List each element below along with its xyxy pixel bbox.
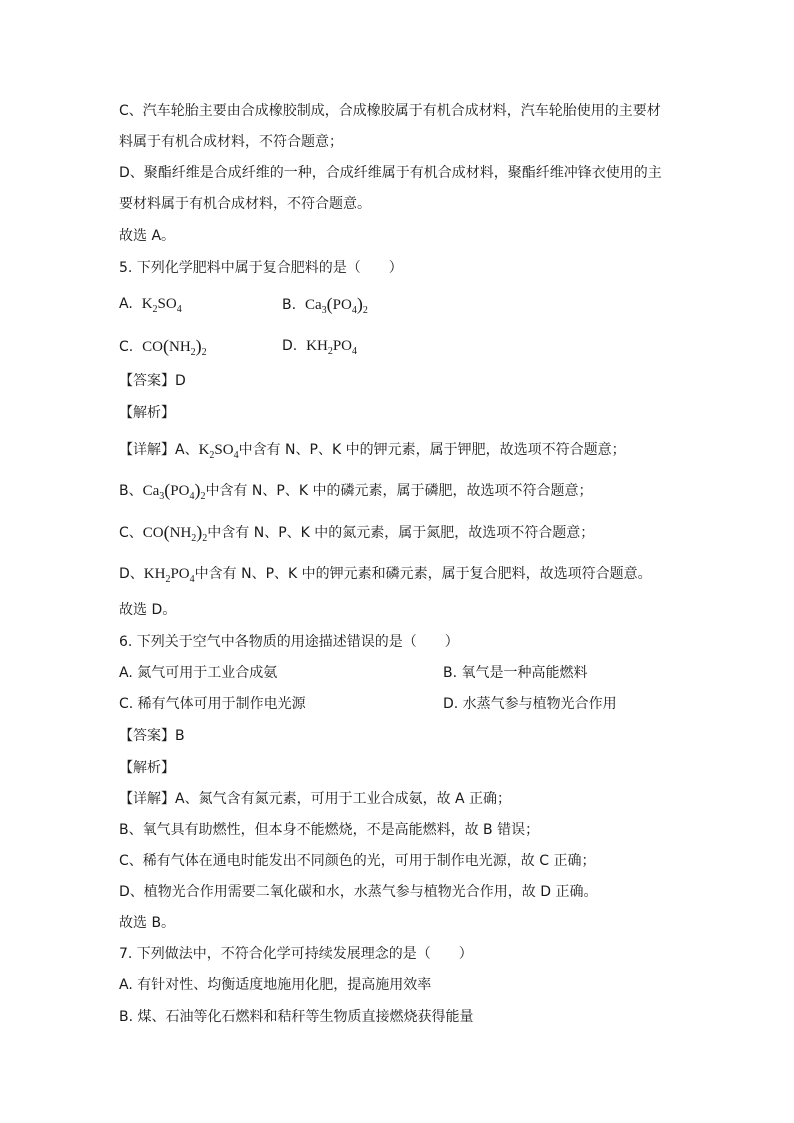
q5-detail-d: D、$KH_2PO_4$中含有 N、P、K 中的钾元素和磷元素，属于复合肥料，故选项符合题意。 — [119, 566, 652, 585]
q6-option-a: A. 氮气可用于工业合成氨 — [119, 665, 278, 681]
prev-option-c-line2: 料属于有机合成材料，不符合题意； — [119, 134, 343, 150]
q5-detail-b: B、$Ca_3(PO_4)_2$中含有 N、P、K 中的磷元素，属于磷肥，故选项不符合题意； — [119, 480, 593, 502]
formula-ca3po42: $Ca_3(PO_4)_2$ — [304, 294, 368, 316]
prev-option-d-line1: D、聚酯纤维是合成纤维的一种，合成纤维属于有机合成材料，聚酯纤维冲锋衣使用的主 — [119, 165, 662, 181]
q6-answer: 【答案】B — [119, 728, 185, 744]
q6-option-b: B. 氧气是一种高能燃料 — [443, 665, 588, 681]
q6-detail-a: 【详解】A、氮气含有氮元素，可用于工业合成氨，故 A 正确； — [119, 791, 512, 807]
q6-stem: 6. 下列关于空气中各物质的用途描述错误的是（ ） — [119, 634, 459, 650]
formula-kh2po4: $KH_2PO_4$ — [306, 338, 357, 357]
prev-option-d-line2: 要材料属于有机合成材料，不符合题意。 — [119, 196, 371, 212]
q5-conclusion: 故选 D。 — [119, 602, 177, 618]
q6-detail-c: C、稀有气体在通电时能发出不同颜色的光，可用于制作电光源，故 C 正确； — [119, 853, 596, 869]
q5-stem: 5. 下列化学肥料中属于复合肥料的是（ ） — [119, 260, 403, 276]
q6-option-c: C. 稀有气体可用于制作电光源 — [119, 696, 306, 712]
q5-analysis-label: 【解析】 — [119, 405, 175, 421]
q6-detail-b: B、氧气具有助燃性，但本身不能燃烧，不是高能燃料，故 B 错误； — [119, 822, 540, 838]
prev-conclusion: 故选 A。 — [119, 228, 176, 244]
q5-answer: 【答案】D — [119, 373, 186, 389]
q7-stem: 7. 下列做法中，不符合化学可持续发展理念的是（ ） — [119, 946, 473, 962]
formula-conh22: $CO(NH_2)_2$ — [142, 336, 207, 358]
q5-detail-c: C、$CO(NH_2)_2$中含有 N、P、K 中的氮元素，属于氮肥，故选项不符合题意； — [119, 522, 595, 544]
q6-option-d: D. 水蒸气参与植物光合作用 — [443, 696, 617, 712]
q6-analysis-label: 【解析】 — [119, 760, 175, 776]
q5-option-d: D. $KH_2PO_4$ — [282, 338, 357, 357]
formula-k2so4: $K_2SO_4$ — [141, 296, 182, 315]
q5-detail-a: 【详解】A、$K_2SO_4$中含有 N、P、K 中的钾元素，属于钾肥，故选项不符合题意； — [119, 442, 626, 461]
q5-option-c: C. $CO(NH_2)_2$ — [119, 336, 207, 358]
q5-option-a: A. $K_2SO_4$ — [119, 296, 182, 315]
q7-option-a: A. 有针对性、均衡适度地施用化肥，提高施用效率 — [119, 977, 432, 993]
prev-option-c-line1: C、汽车轮胎主要由合成橡胶制成，合成橡胶属于有机合成材料，汽车轮胎使用的主要材 — [119, 103, 661, 119]
q7-option-b: B. 煤、石油等化石燃料和秸秆等生物质直接燃烧获得能量 — [119, 1009, 474, 1025]
q6-conclusion: 故选 B。 — [119, 915, 176, 931]
q6-detail-d: D、植物光合作用需要二氧化碳和水，水蒸气参与植物光合作用，故 D 正确。 — [119, 884, 598, 900]
q5-option-b: B. $Ca_3(PO_4)_2$ — [282, 294, 368, 316]
